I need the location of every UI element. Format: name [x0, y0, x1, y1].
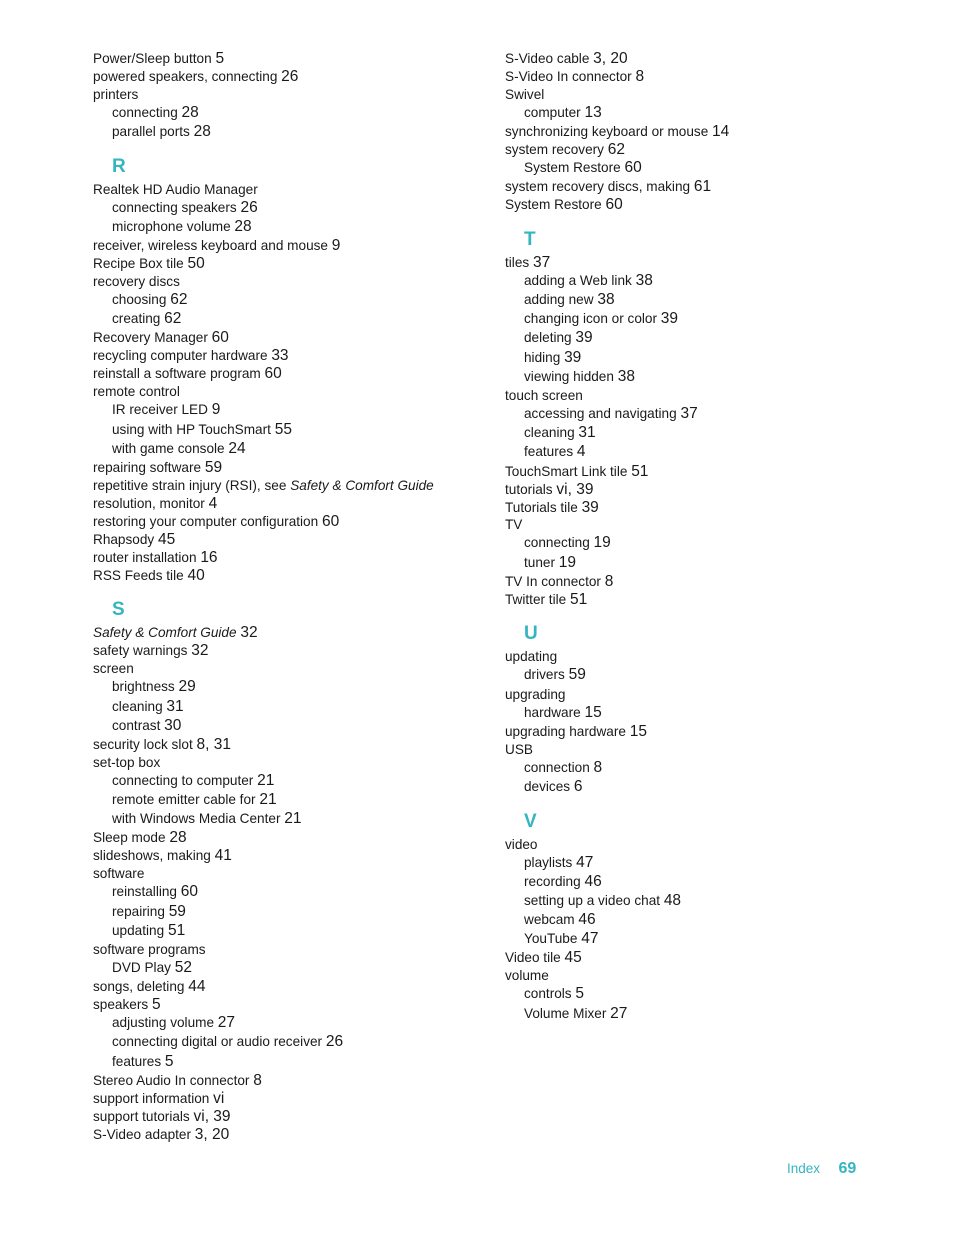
entry-term: restoring your computer configuration: [93, 513, 319, 529]
entry-term: Volume Mixer: [524, 1005, 607, 1021]
entry-term: connecting: [524, 535, 590, 551]
entry-term: accessing and navigating: [524, 405, 677, 421]
entry-term: speakers: [93, 997, 149, 1013]
section-letter-s: S: [112, 599, 125, 621]
entry-term: setting up a video chat: [524, 892, 661, 908]
entry-page-ref: 59: [568, 666, 586, 684]
entry-term: connecting speakers: [112, 199, 237, 215]
entry-page-ref: 26: [281, 67, 299, 85]
index-subentry-parallel-ports: [93, 123, 493, 141]
entry-page-ref: 15: [584, 703, 602, 721]
entry-page-ref: 33: [271, 347, 289, 365]
index-entry-s-video-in-connector: [505, 68, 905, 86]
entry-term: system recovery: [505, 142, 604, 158]
index-subentry-dvd-play: [93, 959, 493, 977]
index-entry-usb: [505, 741, 905, 759]
index-subentry-reinstalling: [93, 883, 493, 901]
entry-term: S-Video adapter: [93, 1126, 191, 1142]
entry-page-ref: 51: [631, 462, 649, 480]
page-footer: [787, 1160, 856, 1178]
entry-term: Stereo Audio In connector: [93, 1072, 250, 1088]
index-entry-twitter-tile: [505, 591, 905, 609]
entry-term: cleaning: [524, 425, 575, 441]
entry-page-ref: 8: [604, 572, 614, 590]
entry-term: TV In connector: [505, 573, 601, 589]
entry-page-ref: 60: [264, 365, 282, 383]
section-letter-r: R: [112, 155, 126, 177]
index-entry-speakers: [93, 996, 493, 1014]
index-subentry-computer: [505, 104, 905, 122]
index-entry-reinstall-a-software-program: [93, 365, 493, 383]
entry-page-ref: 16: [200, 548, 218, 566]
entry-term: powered speakers, connecting: [93, 68, 278, 84]
index-entry-system-recovery: [505, 141, 905, 159]
index-subentry-adding-new: [505, 291, 905, 309]
entry-term: repetitive strain injury (RSI), see: [93, 477, 287, 493]
entry-term: System Restore: [505, 197, 602, 213]
entry-page-ref: 62: [164, 310, 182, 328]
entry-page-ref: 60: [211, 329, 229, 347]
index-subentry-ir-receiver-led: [93, 401, 493, 419]
entry-term: tuner: [524, 554, 555, 570]
entry-term: TV: [505, 517, 523, 533]
index-entry-security-lock-slot: [93, 736, 493, 754]
index-entry-recovery-manager: [93, 329, 493, 347]
entry-term: S-Video In connector: [505, 68, 632, 84]
index-subentry-cleaning: [505, 424, 905, 442]
entry-term: choosing: [112, 292, 167, 308]
index-entry-touch-screen: [505, 387, 905, 405]
entry-page-ref: 8: [593, 758, 603, 776]
entry-term: System Restore: [524, 160, 621, 176]
entry-page-ref: vi, 39: [556, 480, 594, 498]
index-entry-volume: [505, 967, 905, 985]
entry-page-ref: 61: [693, 178, 712, 196]
entry-term: songs, deleting: [93, 979, 185, 995]
index-subentry-viewing-hidden: [505, 368, 905, 386]
entry-page-ref: 21: [259, 791, 277, 809]
entry-page-ref: 5: [575, 985, 585, 1003]
entry-term: Twitter tile: [505, 591, 567, 607]
index-entry-swivel: [505, 86, 905, 104]
entry-page-ref: 21: [257, 771, 275, 789]
index-entry-support-tutorials: [93, 1108, 493, 1126]
index-subentry-adjusting-volume: [93, 1014, 493, 1032]
entry-page-ref: 39: [660, 310, 679, 328]
index-subentry-youtube: [505, 930, 905, 948]
entry-term: deleting: [524, 330, 572, 346]
entry-page-ref: 60: [605, 196, 623, 214]
index-subentry-accessing-and-navigating: [505, 405, 905, 423]
index-subentry-repairing: [93, 903, 493, 921]
index-entry-set-top-box: [93, 754, 493, 772]
entry-page-ref: 28: [169, 829, 187, 847]
index-subentry-creating: [93, 310, 493, 328]
index-entry-updating: [505, 648, 905, 666]
index-subentry-connecting-speakers: [93, 199, 493, 217]
entry-page-ref: 4: [208, 494, 218, 512]
entry-term: webcam: [524, 912, 575, 928]
index-entry-stereo-audio-in-connector: [93, 1072, 493, 1090]
entry-page-ref: 51: [569, 590, 588, 608]
entry-page-ref: 9: [211, 401, 221, 419]
index-column-right: [505, 50, 905, 1024]
entry-page-ref: 28: [181, 103, 199, 121]
entry-page-ref: 50: [187, 255, 205, 273]
entry-term: connection: [524, 759, 590, 775]
entry-page-ref: 52: [174, 958, 192, 976]
index-subentry-features: [93, 1053, 493, 1071]
index-entry-safety-comfort-guide: [93, 624, 493, 642]
index-entry-touchsmart-link-tile: [505, 463, 905, 481]
entry-term: recovery discs: [93, 274, 180, 290]
index-subentry-hardware: [505, 704, 905, 722]
index-entry-upgrading: [505, 686, 905, 704]
entry-page-ref: 28: [193, 123, 211, 141]
index-subentry-deleting: [505, 329, 905, 347]
index-subentry-volume-mixer: [505, 1005, 905, 1023]
entry-term: playlists: [524, 854, 573, 870]
entry-term: computer: [524, 104, 581, 120]
entry-term: slideshows, making: [93, 848, 211, 864]
entry-term: remote control: [93, 384, 180, 400]
entry-italic-term: Safety & Comfort Guide: [290, 477, 434, 493]
entry-page-ref: 59: [168, 902, 186, 920]
index-entry-system-restore: [505, 196, 905, 214]
entry-page-ref: 46: [578, 911, 596, 929]
entry-page-ref: 21: [284, 810, 302, 828]
index-entry-system-recovery-discs-making: [505, 178, 905, 196]
index-entry-safety-warnings: [93, 642, 493, 660]
entry-term: connecting: [112, 104, 178, 120]
entry-term: remote emitter cable for: [112, 792, 256, 808]
index-subentry-devices: [505, 778, 905, 796]
entry-term: adjusting volume: [112, 1015, 215, 1031]
entry-term: microphone volume: [112, 218, 231, 234]
index-entry-support-information: [93, 1090, 493, 1108]
entry-page-ref: 32: [191, 642, 209, 660]
entry-term: features: [524, 444, 574, 460]
entry-term: resolution, monitor: [93, 495, 205, 511]
entry-term: printers: [93, 86, 139, 102]
index-subentry-hiding: [505, 349, 905, 367]
entry-page-ref: 39: [564, 348, 582, 366]
index-subentry-contrast: [93, 717, 493, 735]
index-entry-sleep-mode: [93, 829, 493, 847]
entry-page-ref: 8: [635, 67, 645, 85]
entry-page-ref: 26: [325, 1033, 344, 1051]
entry-term: with Windows Media Center: [112, 811, 281, 827]
index-subentry-connecting-to-computer: [93, 772, 493, 790]
entry-page-ref: 31: [166, 697, 184, 715]
entry-term: Rhapsody: [93, 531, 155, 547]
entry-term: DVD Play: [112, 959, 171, 975]
footer-section-label: Index: [787, 1161, 821, 1176]
index-subentry-features: [505, 443, 905, 461]
entry-term: Recovery Manager: [93, 330, 208, 346]
entry-term: safety warnings: [93, 643, 188, 659]
index-entry-rss-feeds-tile: [93, 567, 493, 585]
index-subentry-playlists: [505, 854, 905, 872]
entry-page-ref: 38: [597, 291, 615, 309]
entry-page-ref: 31: [578, 424, 596, 442]
index-entry-recipe-box-tile: [93, 255, 493, 273]
entry-term: brightness: [112, 679, 175, 695]
entry-term: repairing: [112, 903, 165, 919]
entry-term: software: [93, 866, 145, 882]
entry-page-ref: 27: [217, 1014, 236, 1032]
entry-term: USB: [505, 741, 533, 757]
entry-page-ref: 47: [576, 853, 594, 871]
entry-page-ref: 38: [617, 367, 635, 385]
index-entry-s-video-cable: [505, 50, 905, 68]
index-entry-router-installation: [93, 549, 493, 567]
entry-term: controls: [524, 986, 572, 1002]
footer-page-number: 69: [838, 1160, 857, 1177]
entry-page-ref: 39: [581, 498, 599, 516]
entry-page-ref: 28: [234, 217, 252, 235]
entry-term: creating: [112, 311, 161, 327]
index-subentry-connection: [505, 759, 905, 777]
index-subentry-webcam: [505, 911, 905, 929]
entry-page-ref: 45: [158, 530, 176, 548]
entry-page-ref: 3, 20: [593, 50, 628, 67]
index-entry-tv-in-connector: [505, 573, 905, 591]
index-subentry-connecting: [93, 104, 493, 122]
entry-page-ref: 44: [188, 978, 206, 996]
index-subentry-controls: [505, 985, 905, 1003]
entry-page-ref: 60: [180, 883, 199, 901]
entry-page-ref: 60: [624, 159, 642, 177]
entry-page-ref: 26: [240, 198, 258, 216]
index-entry-remote-control: [93, 383, 493, 401]
entry-page-ref: 19: [593, 534, 611, 552]
index-entry-rhapsody: [93, 531, 493, 549]
index-subentry-cleaning: [93, 698, 493, 716]
index-entry-receiver-wireless-keyboard-and-mouse: [93, 237, 493, 255]
entry-page-ref: 41: [214, 847, 232, 865]
entry-page-ref: 40: [187, 566, 205, 584]
entry-term: reinstall a software program: [93, 366, 261, 382]
index-subentry-microphone-volume: [93, 218, 493, 236]
index-entry-restoring-your-computer-configuration: [93, 513, 493, 531]
entry-page-ref: vi: [213, 1089, 225, 1107]
entry-page-ref: 51: [167, 921, 186, 939]
entry-page-ref: 48: [663, 891, 682, 909]
index-entry-songs-deleting: [93, 978, 493, 996]
index-subentry-with-windows-media-center: [93, 810, 493, 828]
entry-term: repairing software: [93, 459, 202, 475]
entry-page-ref: 5: [164, 1052, 174, 1070]
index-entry-repetitive-strain-injury-rsi-see: [93, 477, 493, 495]
entry-term: Sleep mode: [93, 830, 166, 846]
index-entry-video: [505, 836, 905, 854]
entry-term: support tutorials: [93, 1108, 190, 1124]
entry-term: Realtek HD Audio Manager: [93, 181, 258, 197]
entry-term: router installation: [93, 549, 197, 565]
entry-term: features: [112, 1053, 162, 1069]
index-entry-realtek-hd-audio-manager: [93, 181, 493, 199]
entry-term: YouTube: [524, 931, 578, 947]
index-subentry-adding-a-web-link: [505, 272, 905, 290]
entry-term: screen: [93, 661, 134, 677]
index-subentry-connecting-digital-or-audio-receiver: [93, 1033, 493, 1051]
entry-term: S-Video cable: [505, 51, 590, 66]
entry-term: devices: [524, 778, 571, 794]
index-entry-slideshows-making: [93, 847, 493, 865]
entry-page-ref: 8, 31: [196, 735, 231, 753]
entry-term: recycling computer hardware: [93, 348, 268, 364]
entry-page-ref: 60: [321, 512, 340, 530]
entry-term: receiver, wireless keyboard and mouse: [93, 238, 328, 254]
entry-page-ref: 38: [635, 271, 653, 289]
index-entry-s-video-adapter: [93, 1126, 493, 1144]
index-entry-recovery-discs: [93, 273, 493, 291]
entry-page-ref: 9: [331, 237, 341, 255]
index-subentry-with-game-console: [93, 440, 493, 458]
index-subentry-setting-up-a-video-chat: [505, 892, 905, 910]
entry-page-ref: 4: [576, 443, 586, 461]
entry-term: Swivel: [505, 86, 545, 102]
entry-term: system recovery discs, making: [505, 179, 691, 195]
entry-term: connecting to computer: [112, 772, 254, 788]
entry-page-ref: 46: [584, 872, 602, 890]
entry-page-ref: 55: [274, 420, 292, 438]
section-letter-u: U: [524, 623, 538, 645]
entry-page-ref: 29: [178, 678, 196, 696]
index-entry-repairing-software: [93, 459, 493, 477]
entry-term: support information: [93, 1090, 210, 1106]
entry-page-ref: 27: [610, 1004, 628, 1022]
entry-page-ref: 59: [204, 458, 223, 476]
entry-page-ref: 14: [712, 123, 730, 141]
entry-page-ref: 3, 20: [194, 1125, 230, 1143]
entry-page-ref: 62: [170, 291, 188, 309]
index-entry-tutorials: [505, 481, 905, 499]
entry-page-ref: 45: [564, 949, 582, 967]
entry-term: reinstalling: [112, 884, 177, 900]
index-entry-tv: [505, 516, 905, 534]
entry-term: viewing hidden: [524, 368, 614, 384]
entry-term: upgrading hardware: [505, 723, 626, 739]
entry-page-ref: 47: [581, 930, 599, 948]
index-entry-tutorials-tile: [505, 499, 905, 517]
entry-term: volume: [505, 968, 549, 984]
entry-term: Tutorials tile: [505, 499, 578, 515]
entry-page-ref: 8: [253, 1071, 262, 1089]
entry-term: updating: [505, 649, 558, 665]
entry-term: video: [505, 836, 538, 852]
entry-term: RSS Feeds tile: [93, 567, 184, 583]
entry-term: parallel ports: [112, 124, 190, 140]
entry-term: changing icon or color: [524, 311, 657, 327]
entry-term: adding a Web link: [524, 272, 632, 288]
index-subentry-choosing: [93, 291, 493, 309]
entry-term: recording: [524, 873, 581, 889]
section-letter-t: T: [524, 228, 536, 250]
index-entry-video-tile: [505, 949, 905, 967]
index-entry-printers: [93, 86, 493, 104]
entry-term: hiding: [524, 349, 561, 365]
entry-page-ref: 24: [228, 439, 246, 457]
index-subentry-system-restore: [505, 159, 905, 177]
entry-page-ref: 39: [575, 329, 593, 347]
entry-term: tutorials: [505, 481, 553, 497]
entry-term: contrast: [112, 717, 161, 733]
entry-term: hardware: [524, 704, 581, 720]
entry-page-ref: 15: [629, 722, 647, 740]
entry-page-ref: 13: [584, 103, 602, 121]
entry-page-ref: 19: [558, 553, 577, 571]
index-subentry-brightness: [93, 678, 493, 696]
index-entry-synchronizing-keyboard-or-mouse: [505, 123, 905, 141]
entry-term: upgrading: [505, 686, 566, 702]
index-subentry-connecting: [505, 534, 905, 552]
entry-term: tiles: [505, 254, 530, 270]
entry-page-ref: 6: [573, 777, 583, 795]
entry-term: synchronizing keyboard or mouse: [505, 124, 709, 140]
entry-term: TouchSmart Link tile: [505, 463, 628, 479]
entry-term: security lock slot: [93, 736, 193, 752]
entry-term: with game console: [112, 440, 225, 456]
entry-term: software programs: [93, 941, 206, 957]
index-subentry-using-with-hp-touchsmart: [93, 421, 493, 439]
section-letter-v: V: [524, 810, 537, 832]
index-entry-software: [93, 865, 493, 883]
entry-page-ref: 32: [240, 624, 258, 642]
entry-page-ref: 30: [164, 716, 182, 734]
index-entry-software-programs: [93, 941, 493, 959]
entry-term: drivers: [524, 667, 565, 683]
entry-term: cleaning: [112, 698, 163, 714]
entry-page-ref: 37: [532, 253, 551, 271]
entry-term: set-top box: [93, 754, 161, 770]
index-entry-upgrading-hardware: [505, 723, 905, 741]
entry-term: updating: [112, 922, 165, 938]
index-entry-tiles: [505, 254, 905, 272]
index-entry-powered-speakers-connecting: [93, 68, 493, 86]
entry-term: touch screen: [505, 387, 583, 403]
index-column-left: [93, 50, 493, 1144]
index-subentry-drivers: [505, 666, 905, 684]
entry-term: connecting digital or audio receiver: [112, 1034, 323, 1050]
entry-term: adding new: [524, 292, 594, 308]
entry-term: Recipe Box tile: [93, 256, 184, 272]
entry-term: Video tile: [505, 950, 561, 966]
entry-page-ref: 5: [215, 50, 225, 67]
index-subentry-updating: [93, 922, 493, 940]
entry-term: IR receiver LED: [112, 402, 208, 418]
index-subentry-recording: [505, 873, 905, 891]
entry-page-ref: 37: [680, 404, 698, 422]
entry-page-ref: vi, 39: [193, 1107, 231, 1125]
entry-page-ref: 62: [607, 141, 625, 159]
entry-page-ref: 5: [151, 996, 161, 1014]
entry-term: Power/Sleep button: [93, 51, 212, 66]
entry-term: using with HP TouchSmart: [112, 421, 271, 437]
index-subentry-remote-emitter-cable-for: [93, 791, 493, 809]
index-subentry-changing-icon-or-color: [505, 310, 905, 328]
index-entry-power-sleep-button: [93, 50, 493, 68]
index-subentry-tuner: [505, 554, 905, 572]
index-entry-resolution-monitor: [93, 495, 493, 513]
entry-italic-term: Safety & Comfort Guide: [93, 625, 237, 641]
index-entry-recycling-computer-hardware: [93, 347, 493, 365]
index-entry-screen: [93, 660, 493, 678]
